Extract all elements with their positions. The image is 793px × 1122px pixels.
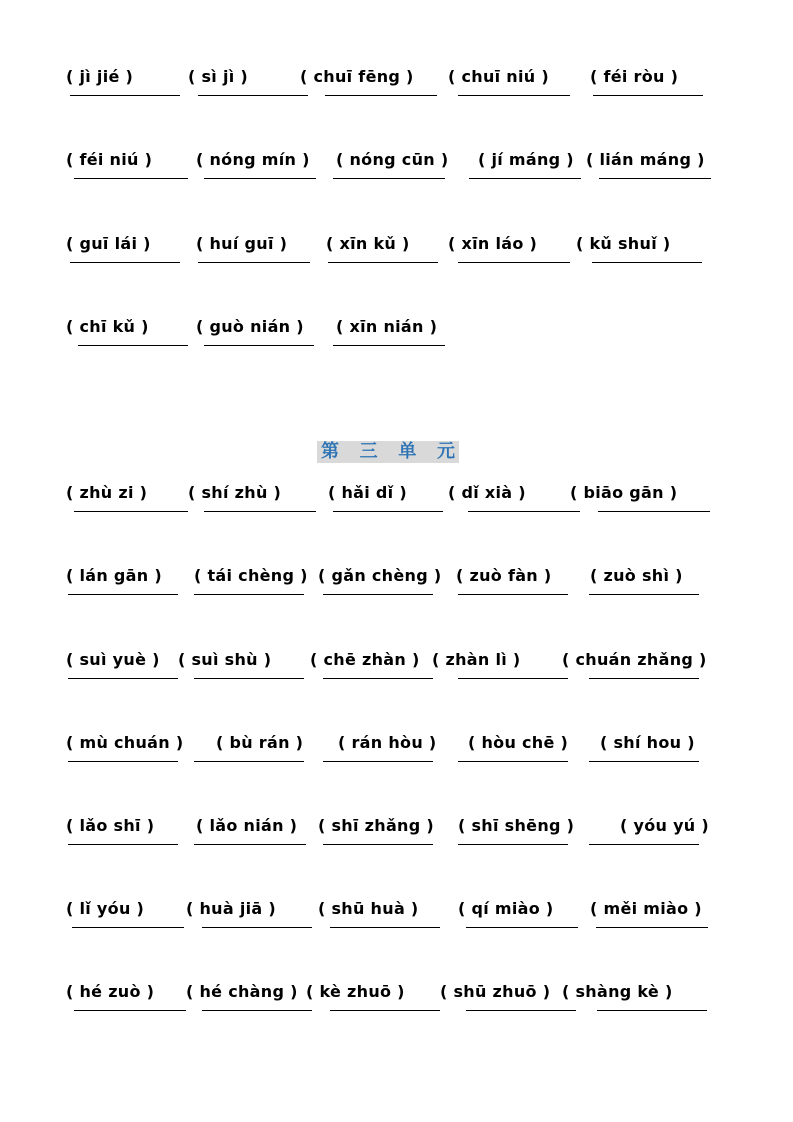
pinyin-text: ( shí zhù ) (188, 483, 282, 502)
answer-line[interactable] (330, 927, 440, 928)
pinyin-text: ( shū zhuō ) (440, 982, 551, 1001)
pinyin-text: ( biāo gān ) (570, 483, 678, 502)
pinyin-text: ( shàng kè ) (562, 982, 673, 1001)
answer-line[interactable] (70, 95, 180, 96)
pinyin-text: ( guò nián ) (196, 317, 304, 336)
pinyin-text: ( mù chuán ) (66, 733, 184, 752)
answer-line[interactable] (598, 511, 710, 512)
pinyin-text: ( nóng cūn ) (336, 150, 449, 169)
heading-char: 单 (398, 441, 417, 462)
pinyin-text: ( jì jié ) (66, 67, 134, 86)
answer-line[interactable] (458, 262, 570, 263)
pinyin-text: ( hé chàng ) (186, 982, 298, 1001)
pinyin-row (0, 733, 793, 773)
pinyin-text: ( nóng mín ) (196, 150, 310, 169)
pinyin-text: ( chē zhàn ) (310, 650, 420, 669)
pinyin-text: ( lán gān ) (66, 566, 162, 585)
answer-line[interactable] (74, 178, 188, 179)
pinyin-text: ( dǐ xià ) (448, 483, 526, 502)
pinyin-row (0, 899, 793, 939)
pinyin-row (0, 483, 793, 523)
heading-char: 三 (359, 441, 378, 462)
answer-line[interactable] (323, 844, 433, 845)
pinyin-text: ( chuī fēng ) (300, 67, 414, 86)
pinyin-row (0, 816, 793, 856)
pinyin-text: ( jí máng ) (478, 150, 574, 169)
pinyin-text: ( zuò shì ) (590, 566, 683, 585)
answer-line[interactable] (599, 178, 711, 179)
pinyin-text: ( xīn láo ) (448, 234, 538, 253)
pinyin-text: ( yóu yú ) (620, 816, 709, 835)
answer-line[interactable] (458, 594, 568, 595)
answer-line[interactable] (204, 345, 314, 346)
pinyin-text: ( shī shēng ) (458, 816, 575, 835)
heading-char: 第 (321, 441, 339, 462)
answer-line[interactable] (592, 262, 702, 263)
answer-line[interactable] (194, 844, 306, 845)
answer-line[interactable] (194, 678, 304, 679)
answer-line[interactable] (194, 761, 304, 762)
pinyin-text: ( zuò fàn ) (456, 566, 552, 585)
pinyin-text: ( gǎn chèng ) (318, 566, 442, 585)
answer-line[interactable] (333, 178, 445, 179)
pinyin-text: ( chuán zhǎng ) (562, 650, 707, 669)
answer-line[interactable] (325, 95, 437, 96)
answer-line[interactable] (323, 594, 433, 595)
pinyin-text: ( chī kǔ ) (66, 317, 149, 336)
unit3-heading (317, 441, 459, 463)
answer-line[interactable] (458, 761, 568, 762)
pinyin-text: ( lǎo shī ) (66, 816, 155, 835)
pinyin-text: ( bù rán ) (216, 733, 304, 752)
answer-line[interactable] (194, 594, 304, 595)
pinyin-row (0, 67, 793, 107)
pinyin-text: ( hòu chē ) (468, 733, 569, 752)
pinyin-text: ( lǎo nián ) (196, 816, 298, 835)
pinyin-row (0, 150, 793, 190)
pinyin-text: ( zhù zi ) (66, 483, 148, 502)
pinyin-text: ( suì yuè ) (66, 650, 160, 669)
pinyin-text: ( tái chèng ) (194, 566, 308, 585)
answer-line[interactable] (202, 1010, 312, 1011)
pinyin-text: ( lǐ yóu ) (66, 899, 145, 918)
answer-line[interactable] (597, 1010, 707, 1011)
answer-line[interactable] (68, 844, 178, 845)
pinyin-text: ( shí hou ) (600, 733, 695, 752)
answer-line[interactable] (458, 844, 568, 845)
heading-char: 元 (436, 441, 455, 462)
answer-line[interactable] (74, 1010, 186, 1011)
answer-line[interactable] (596, 927, 708, 928)
pinyin-row (0, 317, 793, 357)
answer-line[interactable] (589, 594, 699, 595)
answer-line[interactable] (204, 178, 316, 179)
answer-line[interactable] (328, 262, 438, 263)
answer-line[interactable] (78, 345, 188, 346)
pinyin-row (0, 982, 793, 1022)
pinyin-text: ( xīn kǔ ) (326, 234, 410, 253)
answer-line[interactable] (330, 1010, 440, 1011)
pinyin-text: ( kè zhuō ) (306, 982, 405, 1001)
pinyin-text: ( rán hòu ) (338, 733, 437, 752)
pinyin-text: ( suì shù ) (178, 650, 272, 669)
answer-line[interactable] (198, 262, 310, 263)
pinyin-text: ( huà jiā ) (186, 899, 276, 918)
answer-line[interactable] (466, 927, 578, 928)
answer-line[interactable] (593, 95, 703, 96)
pinyin-text: ( xīn nián ) (336, 317, 438, 336)
answer-line[interactable] (202, 927, 312, 928)
pinyin-text: ( měi miào ) (590, 899, 702, 918)
answer-line[interactable] (466, 1010, 576, 1011)
answer-line[interactable] (204, 511, 316, 512)
answer-line[interactable] (198, 95, 308, 96)
pinyin-text: ( féi ròu ) (590, 67, 679, 86)
pinyin-row (0, 234, 793, 274)
answer-line[interactable] (74, 511, 188, 512)
pinyin-text: ( huí guī ) (196, 234, 288, 253)
answer-line[interactable] (68, 678, 178, 679)
answer-line[interactable] (323, 678, 433, 679)
pinyin-text: ( shū huà ) (318, 899, 419, 918)
answer-line[interactable] (468, 511, 580, 512)
answer-line[interactable] (589, 678, 699, 679)
answer-line[interactable] (469, 178, 581, 179)
pinyin-row (0, 566, 793, 606)
pinyin-row (0, 650, 793, 690)
answer-line[interactable] (458, 95, 570, 96)
pinyin-text: ( guī lái ) (66, 234, 151, 253)
answer-line[interactable] (68, 594, 178, 595)
pinyin-text: ( chuī niú ) (448, 67, 549, 86)
pinyin-text: ( hǎi dǐ ) (328, 483, 407, 502)
answer-line[interactable] (323, 761, 433, 762)
pinyin-text: ( shī zhǎng ) (318, 816, 434, 835)
pinyin-text: ( lián máng ) (586, 150, 705, 169)
pinyin-text: ( zhàn lì ) (432, 650, 521, 669)
answer-line[interactable] (68, 761, 178, 762)
answer-line[interactable] (333, 511, 443, 512)
pinyin-text: ( qí miào ) (458, 899, 554, 918)
pinyin-text: ( sì jì ) (188, 67, 249, 86)
pinyin-text: ( féi niú ) (66, 150, 153, 169)
answer-line[interactable] (72, 927, 184, 928)
pinyin-text: ( kǔ shuǐ ) (576, 234, 671, 253)
pinyin-text: ( hé zuò ) (66, 982, 155, 1001)
answer-line[interactable] (589, 844, 699, 845)
answer-line[interactable] (458, 678, 568, 679)
answer-line[interactable] (333, 345, 445, 346)
answer-line[interactable] (70, 262, 180, 263)
answer-line[interactable] (589, 761, 699, 762)
